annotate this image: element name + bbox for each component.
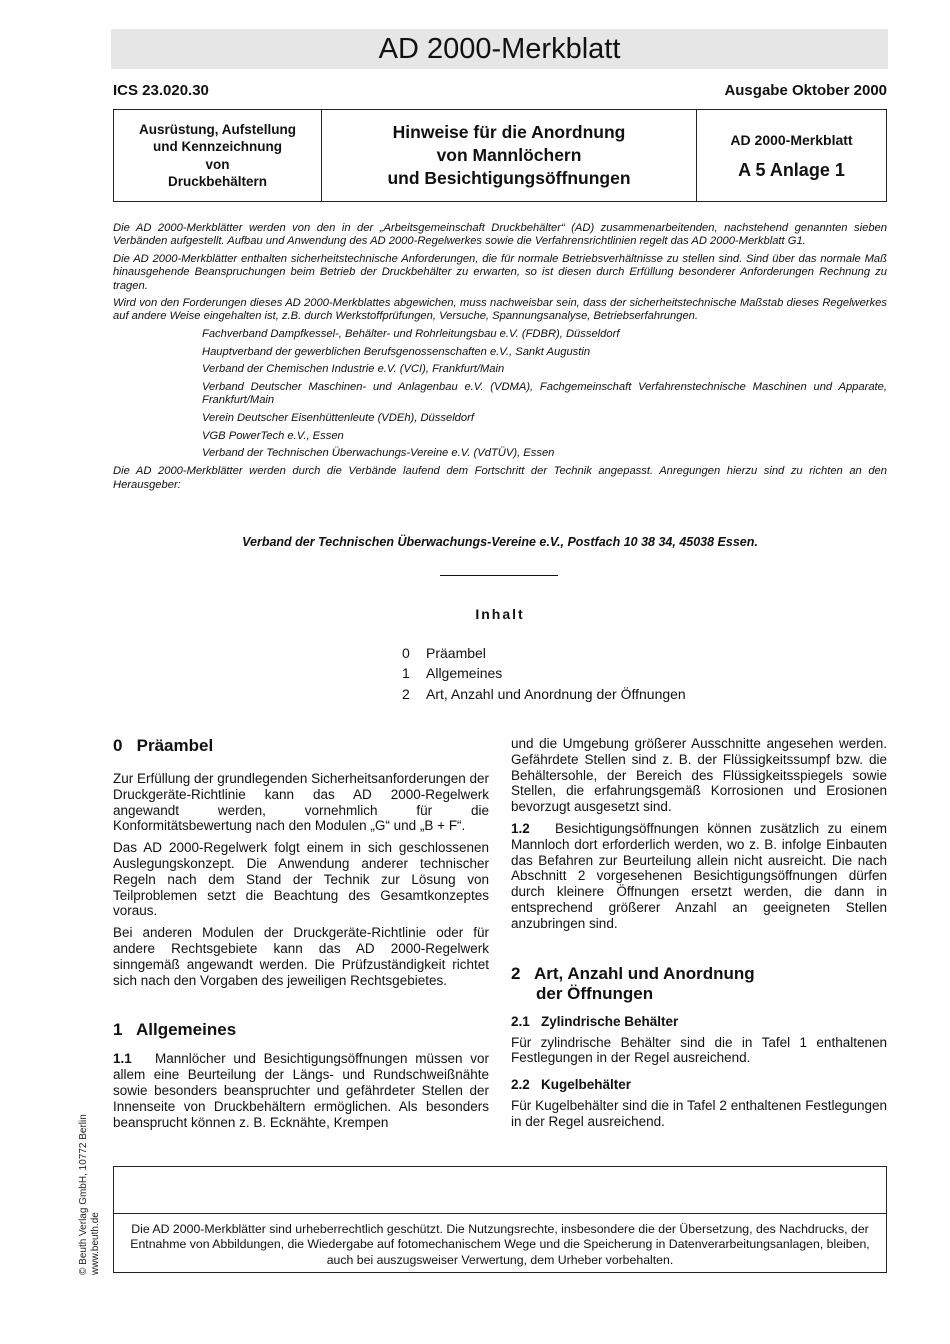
- toc-label: Allgemeines: [426, 665, 503, 682]
- association-item: Verband der Technischen Überwachungs-Vereine e.V. (VdTÜV), Essen: [202, 447, 555, 460]
- association-item: Fachverband Dampfkessel-, Behälter- und Rohrleitungsbau e.V. (FDBR), Düsseldorf: [202, 327, 620, 340]
- document-code: A 5 Anlage 1: [738, 159, 845, 180]
- toc-title: Inhalt: [475, 606, 525, 622]
- category-line: Ausrüstung, Aufstellung: [139, 121, 296, 137]
- document-title: [322, 110, 697, 201]
- heading-line: 2 Art, Anzahl und Anordnung: [511, 963, 755, 983]
- intro-paragraph: Die AD 2000-Merkblätter werden von den in der „Arbeitsgemeinschaft Druckbehälter“ (AD) zusammenarbeitenden, nachstehend genannten sieben Verbänden aufgestellt. Aufbau und Anwendung des AD 2000-Regelwerkes sowie die Verfahrensrichtlinien regelt das AD 2000-Merkblatt G1.: [113, 222, 887, 248]
- clause-number: 1.2: [511, 820, 530, 836]
- document-code-cell: [697, 110, 886, 201]
- intro-paragraph: Die AD 2000-Merkblätter enthalten sicherheitstechnische Anforderungen, die für normale Betriebsverhältnisse zu stellen sind. Sind über das normale Maß hinausgehende Beanspruchungen beim Betrieb der Druckbehälter zu erwarten, so ist diesen durch Erfüllung besonderer Anforderungen Rechnung zu tragen.: [113, 252, 887, 292]
- toc-number: 1: [402, 665, 410, 682]
- association-item: Verband der Chemischen Industrie e.V. (VCI), Frankfurt/Main: [202, 363, 505, 376]
- body-paragraph: Für zylindrische Behälter sind die in Tafel 1 enthaltenen Festlegungen in der Regel ausreichend.: [511, 1034, 887, 1066]
- clause-number: 1.1: [113, 1051, 132, 1067]
- body-paragraph: [511, 821, 887, 932]
- body-column-left: [113, 736, 489, 1130]
- side-note-line: © Beuth Verlag GmbH, 10772 Berlin: [78, 1114, 89, 1275]
- body-paragraph: Bei anderen Modulen der Druckgeräte-Richtlinie oder für andere Rechtsgebiete kann das AD 2000-Regelwerk sinngemäß angewandt werden. Die Prüfzuständigkeit richtet sich nach den Vorgaben des jeweiligen Rechtsgebietes.: [113, 925, 489, 988]
- title-line: Hinweise für die Anordnung: [392, 122, 626, 142]
- category-line: Druckbehältern: [167, 174, 268, 189]
- intro-section: [113, 222, 887, 496]
- association-item: Verband Deutscher Maschinen- und Anlagenbau e.V. (VDMA), Fachgemeinschaft Verfahrenstechnische Maschinen und Apparate, Frankfurt/Main: [202, 380, 887, 407]
- copyright-box: [113, 1166, 887, 1273]
- ics-code: ICS 23.020.30: [113, 82, 209, 99]
- side-note-line: www.beuth.de: [90, 1212, 101, 1275]
- clause-text: Besichtigungsöffnungen können zusätzlich zu einem Mannloch dort erforderlich werden, wo z. B. infolge Einbauten das Befahren zur Beurteilung allein nicht ausreicht. Die nach Abschnitt 2 vorgesehenen Besichtigungsöffnungen dürfen durch kleinere Öffnungen ersetzt werden, die dann in entsprechend größerer Anzahl an geeigneten Stellen anzubringen sind.: [511, 820, 887, 931]
- body-paragraph: Zur Erfüllung der grundlegenden Sicherheitsanforderungen der Druckgeräte-Richtlinie kann das AD 2000-Regelwerk angewandt werden, vornehmlich für die Konformitätsbewertung nach den Modulen „G“ und „B + F“.: [113, 771, 489, 834]
- association-item: VGB PowerTech e.V., Essen: [202, 429, 344, 442]
- body-column-right: [511, 736, 887, 1130]
- association-item: Hauptverband der gewerblichen Berufsgenossenschaften e.V., Sankt Augustin: [202, 345, 591, 358]
- toc-number: 0: [402, 645, 410, 661]
- section-heading-oeffnungen: [511, 964, 887, 1004]
- toc-item[interactable]: [402, 643, 686, 663]
- association-list: [202, 328, 887, 461]
- association-item: Verein Deutscher Eisenhüttenleute (VDEh), Düsseldorf: [202, 412, 474, 425]
- edition-date: Ausgabe Oktober 2000: [724, 82, 887, 99]
- clause-text: Mannlöcher und Besichtigungsöffnungen müssen vor allem eine Beurteilung der Längs- und Rundschweißnähte sowie besonders beanspruchter und gefährdeter Stellen der Innenseite von Druckbehältern ermöglichen. Als besonders beansprucht können z. B. Ecknähte, Krempen: [113, 1051, 489, 1130]
- title-line: von Mannlöchern: [436, 145, 582, 165]
- toc-label: Präambel: [426, 645, 486, 661]
- intro-paragraph: Wird von den Forderungen dieses AD 2000-Merkblattes abgewichen, muss nachweisbar sein, dass der sicherheitstechnische Maßstab dieses Regelwerkes auf andere Weise eingehalten ist, z.B. durch Werkstoffprüfungen, Versuche, Spannungsanalyse, Betriebserfahrungen.: [113, 297, 887, 323]
- body-paragraph: Das AD 2000-Regelwerk folgt einem in sich geschlossenen Auslegungskonzept. Die Anwendung anderer technischer Regeln nach dem Stand der Technik zur Lösung von Teilproblemen setzt die Beachtung des Gesamtkonzeptes voraus.: [113, 840, 489, 919]
- section-heading-allgemeines: 1 Allgemeines: [113, 1020, 237, 1040]
- divider: [440, 575, 558, 576]
- document-banner: AD 2000-Merkblatt: [111, 29, 888, 69]
- body-paragraph: und die Umgebung größerer Ausschnitte angesehen werden. Gefährdete Stellen sind z. B. der Flüssigkeitssumpf bzw. die Behältersohle, der Bereich des Flüssigkeitsspiegels sowie Stellen, die erfahrungsgemäß Korrosionen und Erosionen bevorzugt ausgesetzt sind.: [511, 736, 887, 815]
- category-line: und Kennzeichnung: [153, 139, 282, 154]
- publisher-side-note: [78, 1075, 102, 1275]
- toc-item[interactable]: [402, 684, 686, 704]
- toc-number: 2: [402, 685, 410, 702]
- section-heading-praeambel: 0 Präambel: [113, 736, 214, 755]
- subsection-heading-kugel: 2.2 Kugelbehälter: [511, 1077, 632, 1093]
- title-box: [113, 109, 887, 202]
- body-paragraph: [113, 1051, 489, 1130]
- title-box-category: [114, 110, 322, 201]
- subsection-heading-zylindrisch: 2.1 Zylindrische Behälter: [511, 1013, 679, 1029]
- toc-item[interactable]: [402, 663, 686, 683]
- intro-paragraph: Die AD 2000-Merkblätter werden durch die Verbände laufend dem Fortschritt der Technik angepasst. Anregungen hierzu sind zu richten an den Herausgeber:: [113, 465, 887, 491]
- publisher-address: Verband der Technischen Überwachungs-Vereine e.V., Postfach 10 38 34, 45038 Essen.: [242, 535, 758, 549]
- category-line: von: [205, 156, 230, 172]
- toc-label: Art, Anzahl und Anordnung der Öffnungen: [426, 685, 686, 702]
- body-paragraph: Für Kugelbehälter sind die in Tafel 2 enthaltenen Festlegungen in der Regel ausreichend.: [511, 1098, 887, 1129]
- table-of-contents: [402, 643, 686, 704]
- title-line: und Besichtigungsöffnungen: [387, 168, 631, 188]
- heading-line: der Öffnungen: [536, 983, 654, 1003]
- code-label: AD 2000-Merkblatt: [730, 131, 853, 148]
- copyright-notice: Die AD 2000-Merkblätter sind urheberrechtlich geschützt. Die Nutzungsrechte, insbesondere die der Übersetzung, des Nachdrucks, der Entnahme von Abbildungen, die Wiedergabe auf fotomechanischem Wege und die Speicherung in Datenverarbeitungsanlagen, bleiben, auch bei auszugsweiser Verwertung, dem Urheber vorbehalten.: [114, 1213, 886, 1268]
